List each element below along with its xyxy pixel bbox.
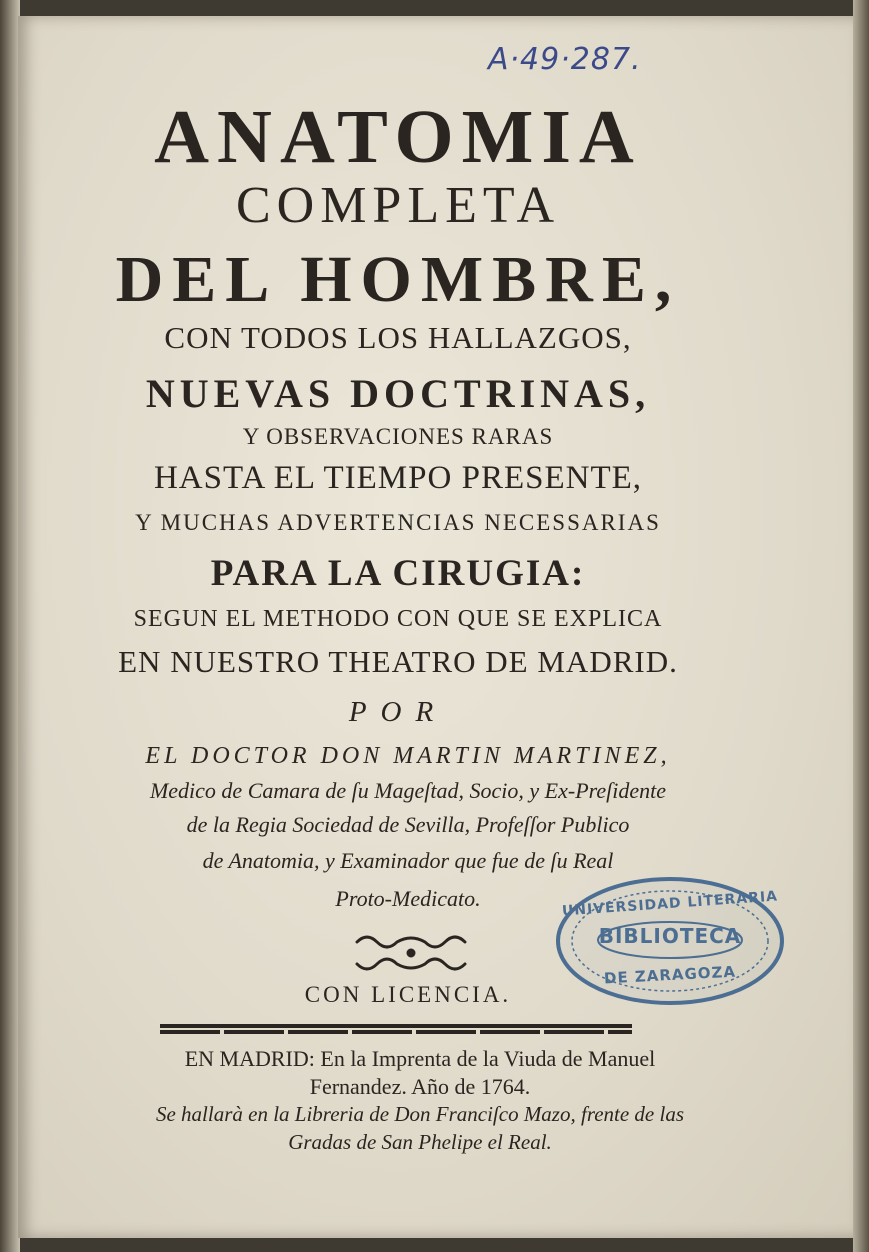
paper-page xyxy=(18,16,854,1238)
imprint-line-4: Gradas de San Phelipe el Real. xyxy=(288,1130,552,1154)
title-line-8: Y MUCHAS ADVERTENCIAS NECESSARIAS xyxy=(135,510,661,535)
title-line-11: EN NUESTRO THEATRO DE MADRID. xyxy=(118,644,678,679)
title-line-3: DEL HOMBRE, xyxy=(115,243,681,316)
imprint-line-3: Se hallarà en la Libreria de Don Franciſco Mazo, frente de las xyxy=(155,1102,685,1126)
title-line-7: HASTA EL TIEMPO PRESENTE, xyxy=(153,460,643,496)
title-line-2: COMPLETA xyxy=(235,177,561,234)
imprint-line-1: EN MADRID: En la Imprenta de la Viuda de Manuel xyxy=(184,1046,656,1071)
stamp-text-middle: BIBLIOTECA xyxy=(598,924,742,948)
decorative-rule xyxy=(160,1022,632,1036)
stamp-text-bottom: DE ZARAGOZA xyxy=(603,962,737,988)
book-spine-edge xyxy=(0,0,20,1252)
author-name: EL DOCTOR DON MARTIN MARTINEZ, xyxy=(145,743,671,769)
library-stamp xyxy=(554,874,786,1008)
author-credentials-2: de la Regia Sociedad de Sevilla, Profeſſor Publico xyxy=(186,812,630,837)
handwritten-shelfmark: A·49·287. xyxy=(488,42,642,77)
author-por: POR xyxy=(348,696,448,728)
title-line-5: NUEVAS DOCTRINAS, xyxy=(145,371,651,416)
author-credentials-4: Proto-Medicato. xyxy=(335,886,481,911)
title-line-4: CON TODOS LOS HALLAZGOS, xyxy=(164,320,632,355)
stamp-text-top: UNIVERSIDAD LITERARIA xyxy=(561,888,779,920)
author-credentials-3: de Anatomia, y Examinador que fue de ſu Real xyxy=(202,848,614,873)
page-right-edge xyxy=(853,0,869,1252)
licence-statement: CON LICENCIA. xyxy=(304,982,512,1007)
title-line-6: Y OBSERVACIONES RARAS xyxy=(242,424,554,449)
imprint-line-2: Fernandez. Año de 1764. xyxy=(309,1074,531,1099)
title-line-9: PARA LA CIRUGIA: xyxy=(210,553,586,594)
printers-ornament xyxy=(351,930,471,976)
title-line-1: ANATOMIA xyxy=(154,95,642,179)
author-credentials-1: Medico de Camara de ſu Mageſtad, Socio, y Ex-Preſidente xyxy=(149,778,667,803)
title-line-10: SEGUN EL METHODO CON QUE SE EXPLICA xyxy=(133,606,663,632)
